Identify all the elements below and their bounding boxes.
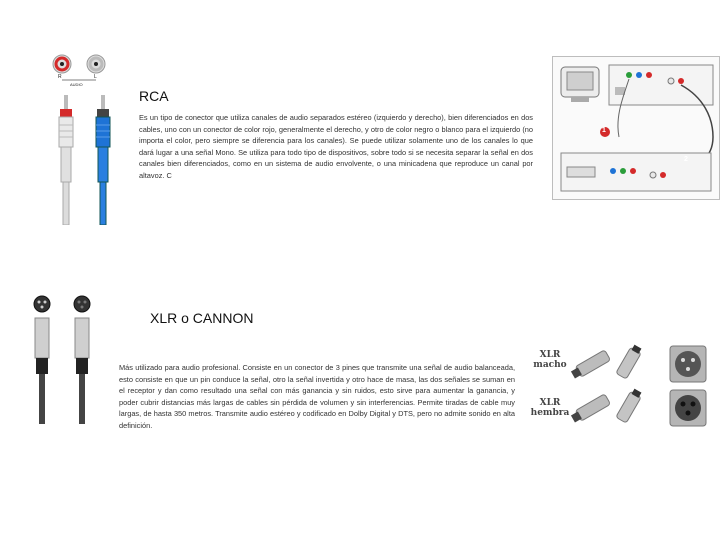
rca-jack-label-l: L xyxy=(94,74,97,80)
rca-title: RCA xyxy=(139,88,169,104)
rca-cables-image xyxy=(50,95,120,225)
xlr-macho-label: XLR macho xyxy=(533,350,567,370)
rca-jack-panel xyxy=(48,52,114,90)
xlr-hembra-label: XLR hembra xyxy=(530,398,570,418)
diagram-marker-1: 1 xyxy=(602,127,606,134)
xlr-cables-image xyxy=(30,294,100,424)
rca-description: Es un tipo de conector que utiliza canales de audio separados estéreo (izquierdo y derecho), bien diferenciados en dos cables, uno con un conector de color rojo, generalmente el derecho, y otro de color negro o blanco para el izquierdo (no importa el color, pero siempre se diferencia para los canales). Se puede utilizar solamente uno de los canales lo que dará lugar a una señal Mono. Se utiliza para todo tipo de dispositivos, sobre todo si se necesita separar la señal en dos canales bien diferenciados, como en un sistema de audio envolvente, o una minicadena que reproduce un canal por altavoz. C xyxy=(139,113,533,180)
rca-connection-diagram xyxy=(552,56,720,200)
xlr-title: XLR o CANNON xyxy=(150,310,254,326)
xlr-connectors-image xyxy=(570,342,716,432)
diagram-marker-2: 2 xyxy=(684,156,688,163)
rca-jack-label-audio: AUDIO xyxy=(70,82,83,87)
xlr-description: Más utilizado para audio profesional. Consiste en un conector de 3 pines que transmite una señal de audio balanceada, esto consiste en que un pin conduce la señal, otro la señal invertida y otro hace de masa, las dos señales se suman en el receptor y dan como resultado una señal con más ganancia y sin ruidos, esto sirve para aumentar la ganancia, y poder cubrir distancias más largas de cables sin pérdida de volumen y sin interferencias. Permite tiradas de cable muy largas, de hasta 350 metros. Transmite audio estéreo y codificado en Dolby Digital y DTS, pero no admite sonido en alta definición. xyxy=(119,363,515,430)
rca-jack-label-r: R xyxy=(58,74,62,80)
